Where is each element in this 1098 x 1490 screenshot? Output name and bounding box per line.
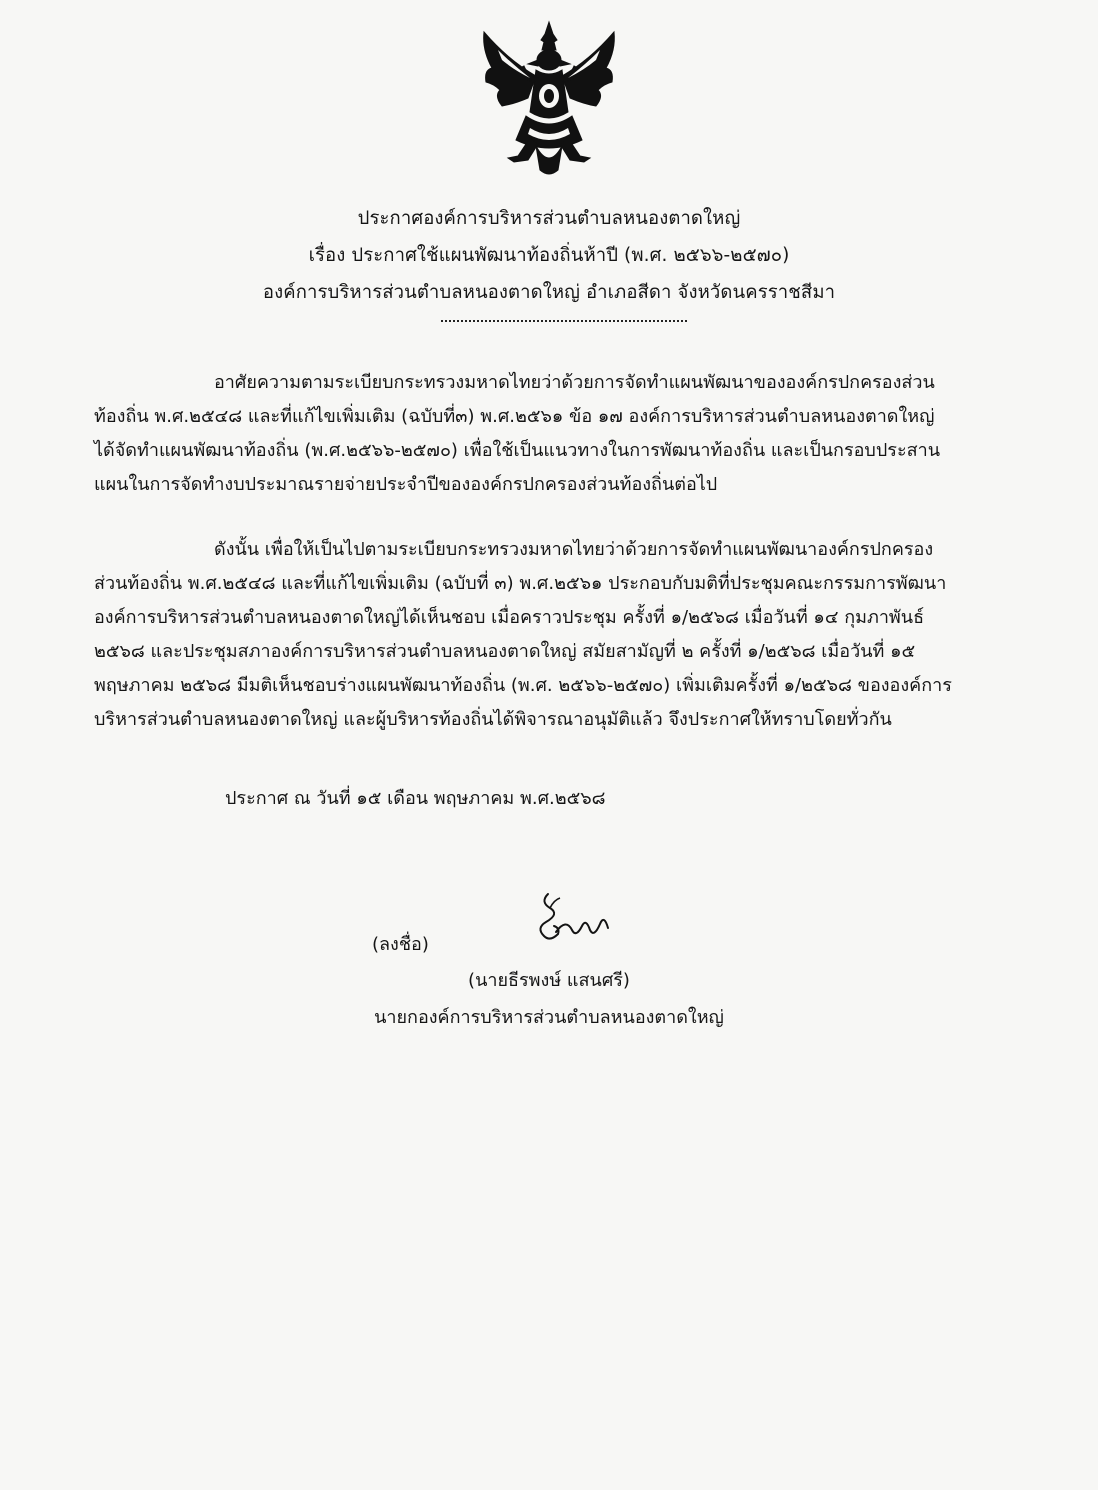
- paragraph-2: [94, 533, 1054, 737]
- signature-label: (ลงชื่อ): [372, 934, 429, 955]
- announcement-header: [0, 200, 1098, 311]
- paragraph-2-line-5: พฤษภาคม ๒๕๖๘ มีมติเห็นชอบร่างแผนพัฒนาท้องถิ่น (พ.ศ. ๒๕๖๖-๒๕๗๐) เพิ่มเติมครั้งที่ ๑/๒๕๖๘ ขององค์การ: [94, 675, 952, 696]
- paragraph-2-line-3: องค์การบริหารส่วนตำบลหนองตาดใหญ่ได้เห็นชอบ เมื่อคราวประชุม ครั้งที่ ๑/๒๕๖๘ เมื่อวันที่ ๑๔ กุมภาพันธ์: [94, 607, 925, 628]
- paragraph-2-line-4: ๒๕๖๘ และประชุมสภาองค์การบริหารส่วนตำบลหนองตาดใหญ่ สมัยสามัญที่ ๒ ครั้งที่ ๑/๒๕๖๘ เมื่อวันที่ ๑๕: [94, 641, 916, 662]
- paragraph-2-line-6: บริหารส่วนตำบลหนองตาดใหญ่ และผู้บริหารท้องถิ่นได้พิจารณาอนุมัติแล้ว จึงประกาศให้ทราบโดยทั่วกัน: [94, 709, 892, 730]
- paragraph-1-line-4: แผนในการจัดทำงบประมาณรายจ่ายประจำปีขององค์กรปกครองส่วนท้องถิ่นต่อไป: [94, 474, 718, 495]
- header-line-2: เรื่อง ประกาศใช้แผนพัฒนาท้องถิ่นห้าปี (พ.ศ. ๒๕๖๖-๒๕๗๐): [308, 245, 790, 266]
- paragraph-1-line-3: ได้จัดทำแผนพัฒนาท้องถิ่น (พ.ศ.๒๕๖๖-๒๕๗๐) เพื่อใช้เป็นแนวทางในการพัฒนาท้องถิ่น และเป็นกรอบประสาน: [94, 440, 941, 461]
- signatory-block: [0, 962, 1098, 1036]
- garuda-emblem-icon: [478, 20, 620, 178]
- paragraph-2-line-2: ส่วนท้องถิ่น พ.ศ.๒๕๔๘ และที่แก้ไขเพิ่มเติม (ฉบับที่ ๓) พ.ศ.๒๕๖๑ ประกอบกับมติที่ประชุมคณะกรรมการพัฒนา: [94, 573, 947, 594]
- dotted-divider: [441, 320, 687, 322]
- paragraph-1-line-2: ท้องถิ่น พ.ศ.๒๕๔๘ และที่แก้ไขเพิ่มเติม (ฉบับที่๓) พ.ศ.๒๕๖๑ ข้อ ๑๗ องค์การบริหารส่วนตำบลหนองตาดใหญ่: [94, 406, 935, 427]
- signatory-name: (นายธีรพงษ์ แสนศรี): [468, 970, 630, 991]
- announcement-date: ประกาศ ณ วันที่ ๑๕ เดือน พฤษภาคม พ.ศ.๒๕๖๘: [225, 788, 606, 809]
- paragraph-2-line-1: ดังนั้น เพื่อให้เป็นไปตามระเบียบกระทรวงมหาดไทยว่าด้วยการจัดทำแผนพัฒนาองค์กรปกครอง: [214, 539, 934, 560]
- header-line-3: องค์การบริหารส่วนตำบลหนองตาดใหญ่ อำเภอสีดา จังหวัดนครราชสีมา: [262, 282, 836, 303]
- header-line-1: ประกาศองค์การบริหารส่วนตำบลหนองตาดใหญ่: [357, 208, 741, 229]
- signatory-position: นายกองค์การบริหารส่วนตำบลหนองตาดใหญ่: [374, 1007, 724, 1028]
- handwritten-signature-icon: [520, 888, 620, 952]
- paragraph-1-line-1: อาศัยความตามระเบียบกระทรวงมหาดไทยว่าด้วยการจัดทำแผนพัฒนาขององค์กรปกครองส่วน: [214, 372, 935, 393]
- paragraph-1: [94, 366, 1054, 502]
